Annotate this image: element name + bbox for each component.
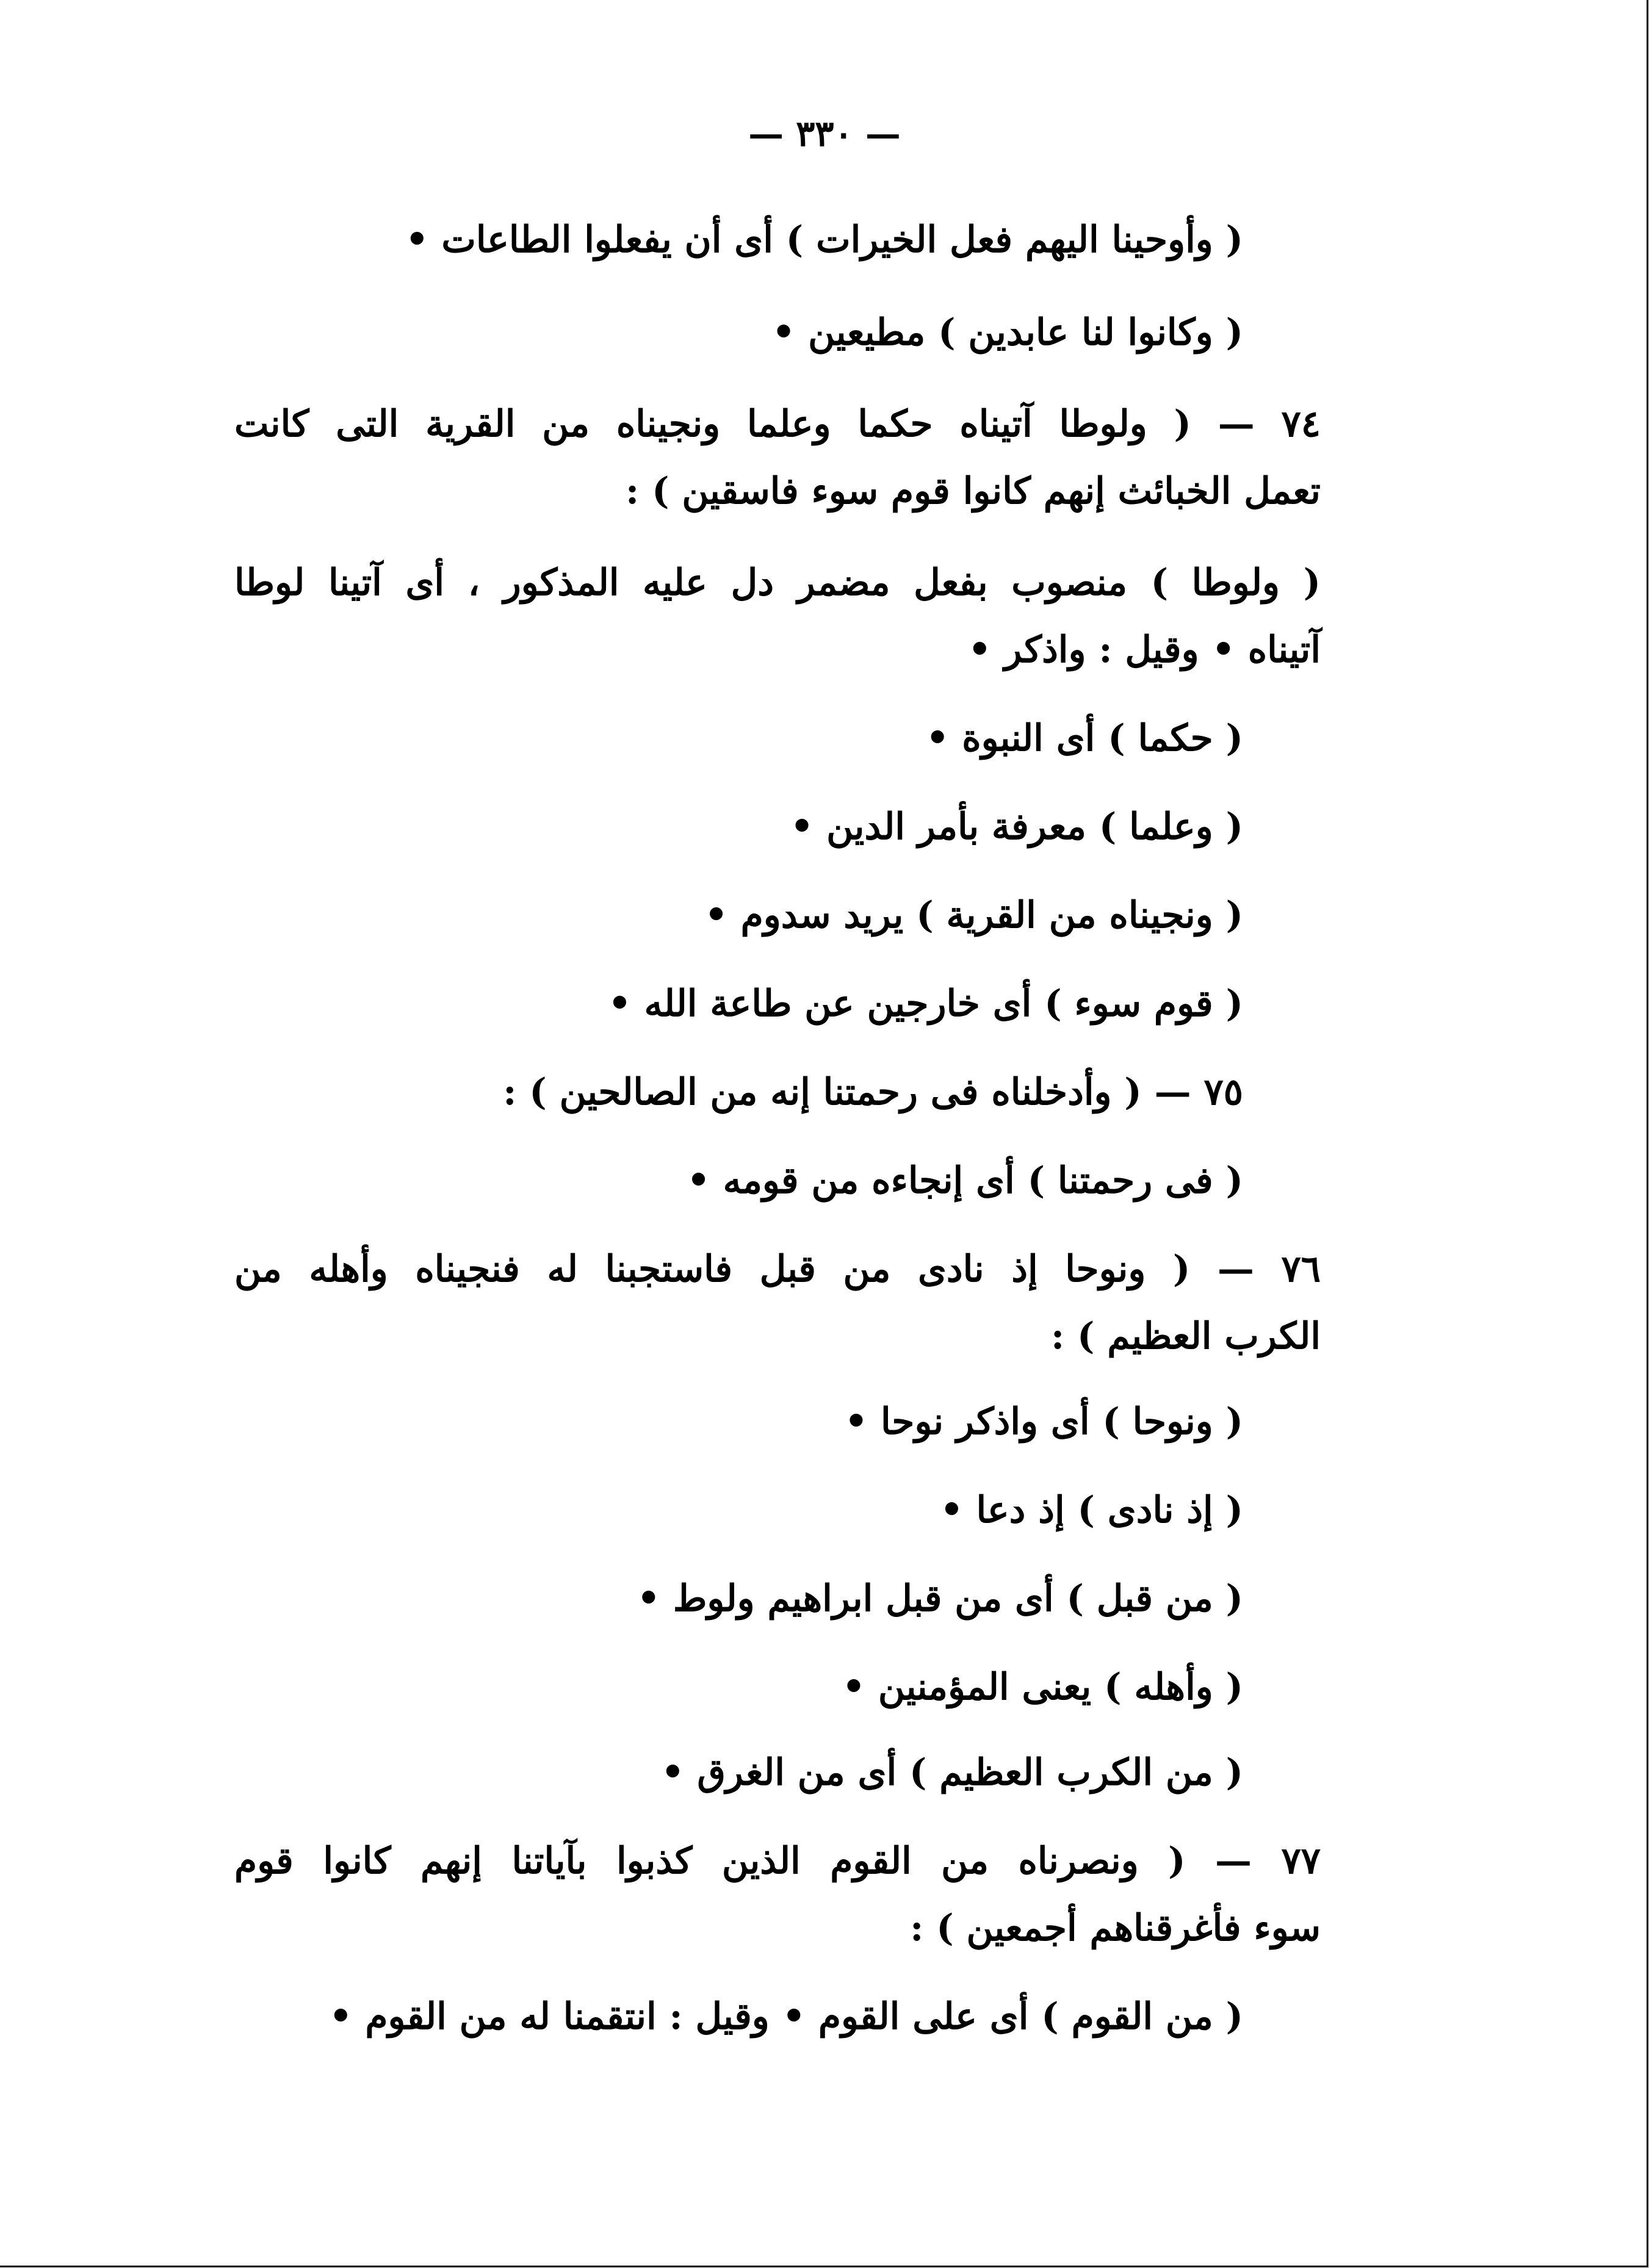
text-line: الكرب العظيم ) : [1050,1315,1321,1358]
text-line: ( وعلما ) معرفة بأمر الدين • [790,805,1243,848]
text-line: ( وأهله ) يعنى المؤمنين • [842,1666,1243,1708]
text-line: ( من القوم ) أى على القوم • وقيل : انتقمنا له من القوم • [329,1995,1243,2038]
text-line: ( حكما ) أى النبوة • [926,717,1243,760]
text-line: ( ونوحا ) أى واذكر نوحا • [844,1400,1243,1443]
text-line: ( ولوطا ) منصوب بفعل مضمر دل عليه المذكور ، أى آتينا لوطا [234,561,1321,604]
text-line: ( من الكرب العظيم ) أى من الغرق • [661,1751,1243,1794]
text-line: ( إذ نادى ) إذ دعا • [940,1489,1243,1532]
text-line: ( وأوحينا اليهم فعل الخيرات ) أى أن يفعلوا الطاعات • [405,218,1243,261]
text-line: ( وكانوا لنا عابدين ) مطيعين • [771,311,1243,354]
text-line: ( فى رحمتنا ) أى إنجاءه من قومه • [687,1159,1243,1202]
text-line: ( من قبل ) أى من قبل ابراهيم ولوط • [637,1577,1243,1620]
text-line: ( ونجيناه من القرية ) يريد سدوم • [704,894,1243,937]
text-line: تعمل الخبائث إنهم كانوا قوم سوء فاسقين ) : [626,470,1321,513]
verse-heading-75: ٧٥ — ( وأدخلناه فى رحمتنا إنه من الصالحين ) : [503,1071,1243,1114]
verse-heading-77: ٧٧ — ( ونصرناه من القوم الذين كذبوا بآياتنا إنهم كانوا قوم [234,1840,1321,1882]
text-line: سوء فأغرقناهم أجمعين ) : [910,1907,1321,1949]
page-number: — ٣٣٠ — [748,113,901,154]
verse-heading-74: ٧٤ — ( ولوطا آتيناه حكما وعلما ونجيناه من القرية التى كانت [234,403,1321,445]
text-line: آتيناه • وقيل : واذكر • [968,628,1321,671]
text-line: ( قوم سوء ) أى خارجين عن طاعة الله • [608,982,1243,1025]
verse-heading-76: ٧٦ — ( ونوحا إذ نادى من قبل فاستجبنا له فنجيناه وأهله من [234,1248,1321,1291]
